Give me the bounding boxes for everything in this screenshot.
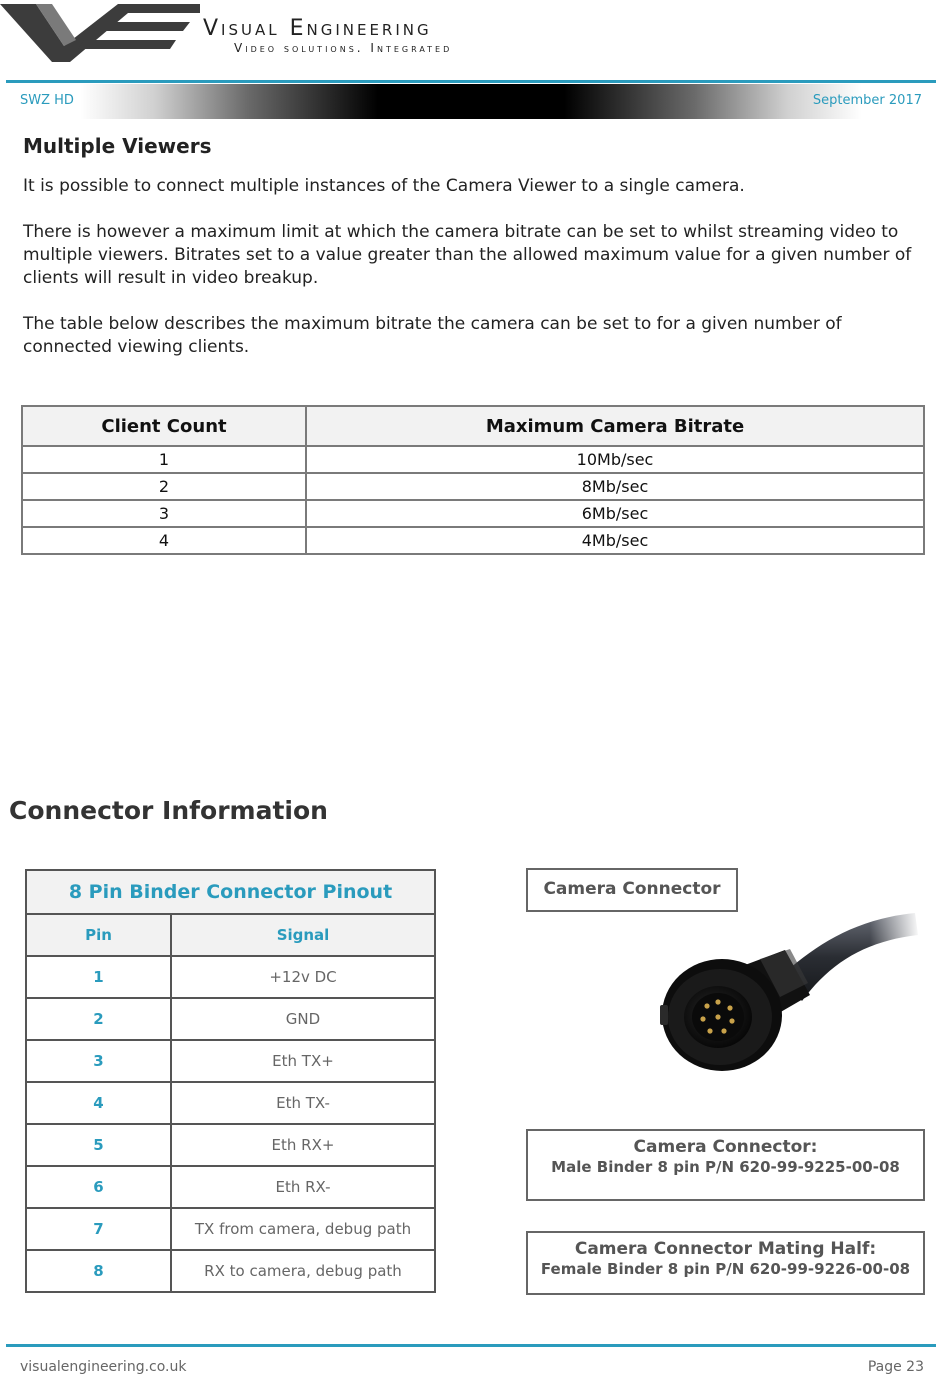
footer-website: visualengineering.co.uk bbox=[20, 1359, 187, 1375]
pinout-table bbox=[25, 869, 436, 1293]
bitrate-table bbox=[21, 405, 925, 555]
pin-number: 4 bbox=[26, 1082, 171, 1124]
header-band bbox=[6, 84, 936, 119]
pin-number: 1 bbox=[26, 956, 171, 998]
client-count-cell: 3 bbox=[22, 500, 306, 527]
client-count-cell: 1 bbox=[22, 446, 306, 473]
table-row bbox=[26, 1124, 435, 1166]
table-header-row bbox=[26, 914, 435, 956]
table-row bbox=[26, 956, 435, 998]
column-header-pin: Pin bbox=[26, 914, 171, 956]
brand-subtitle: Video solutions. Integrated bbox=[234, 41, 453, 55]
brand-title: Visual Engineering bbox=[203, 16, 432, 41]
pin-number: 6 bbox=[26, 1166, 171, 1208]
table-title-row bbox=[26, 870, 435, 914]
client-count-cell: 4 bbox=[22, 527, 306, 554]
column-header: Client Count bbox=[22, 406, 306, 446]
info-title: Camera Connector Mating Half: bbox=[574, 1239, 877, 1259]
info-detail: Male Binder 8 pin P/N 620-99-9225-00-08 bbox=[551, 1158, 900, 1176]
table-row bbox=[26, 998, 435, 1040]
pin-number: 3 bbox=[26, 1040, 171, 1082]
section-heading-multiple-viewers: Multiple Viewers bbox=[23, 134, 212, 158]
paragraph: It is possible to connect multiple instances of the Camera Viewer to a single camera. bbox=[23, 176, 745, 196]
table-row bbox=[26, 1166, 435, 1208]
table-row bbox=[26, 1082, 435, 1124]
table-row bbox=[26, 1208, 435, 1250]
pin-signal: Eth RX- bbox=[171, 1166, 435, 1208]
client-count-cell: 2 bbox=[22, 473, 306, 500]
pin-signal: Eth TX+ bbox=[171, 1040, 435, 1082]
table-row bbox=[22, 473, 924, 500]
footer-rule bbox=[6, 1344, 936, 1347]
pinout-title: 8 Pin Binder Connector Pinout bbox=[26, 870, 435, 914]
pin-number: 5 bbox=[26, 1124, 171, 1166]
pin-signal: TX from camera, debug path bbox=[171, 1208, 435, 1250]
bitrate-cell: 4Mb/sec bbox=[306, 527, 924, 554]
doc-label: SWZ HD bbox=[20, 93, 74, 108]
column-header-signal: Signal bbox=[171, 914, 435, 956]
paragraph: The table below describes the maximum bitrate the camera can be set to for a given number of connected viewing clients. bbox=[23, 314, 842, 357]
mating-half-info bbox=[526, 1231, 925, 1295]
pin-number: 8 bbox=[26, 1250, 171, 1292]
pin-number: 7 bbox=[26, 1208, 171, 1250]
pin-signal: Eth TX- bbox=[171, 1082, 435, 1124]
page-number: Page 23 bbox=[867, 1359, 924, 1375]
pin-signal: +12v DC bbox=[171, 956, 435, 998]
table-row bbox=[22, 527, 924, 554]
bitrate-cell: 8Mb/sec bbox=[306, 473, 924, 500]
paragraph: There is however a maximum limit at which the camera bitrate can be set to whilst streaming video to multiple viewers. Bitrates set to a value greater than the allowed maximum value for a given number of clients will result in video breakup. bbox=[23, 222, 912, 288]
bitrate-cell: 10Mb/sec bbox=[306, 446, 924, 473]
pin-signal: GND bbox=[171, 998, 435, 1040]
table-header-row bbox=[22, 406, 924, 446]
company-logo bbox=[0, 0, 200, 66]
header-rule bbox=[6, 80, 936, 83]
pin-signal: RX to camera, debug path bbox=[171, 1250, 435, 1292]
bitrate-cell: 6Mb/sec bbox=[306, 500, 924, 527]
pin-number: 2 bbox=[26, 998, 171, 1040]
section-heading-connector-information: Connector Information bbox=[9, 796, 328, 825]
table-row bbox=[22, 500, 924, 527]
info-title: Camera Connector: bbox=[633, 1137, 818, 1157]
camera-connector-info bbox=[526, 1129, 925, 1201]
table-row bbox=[26, 1250, 435, 1292]
camera-connector-label: Camera Connector bbox=[526, 868, 738, 912]
pin-signal: Eth RX+ bbox=[171, 1124, 435, 1166]
connector-photo bbox=[640, 905, 920, 1095]
table-row bbox=[26, 1040, 435, 1082]
info-detail: Female Binder 8 pin P/N 620-99-9226-00-08 bbox=[540, 1260, 911, 1278]
column-header: Maximum Camera Bitrate bbox=[306, 406, 924, 446]
table-row bbox=[22, 446, 924, 473]
doc-date: September 2017 bbox=[812, 93, 922, 108]
